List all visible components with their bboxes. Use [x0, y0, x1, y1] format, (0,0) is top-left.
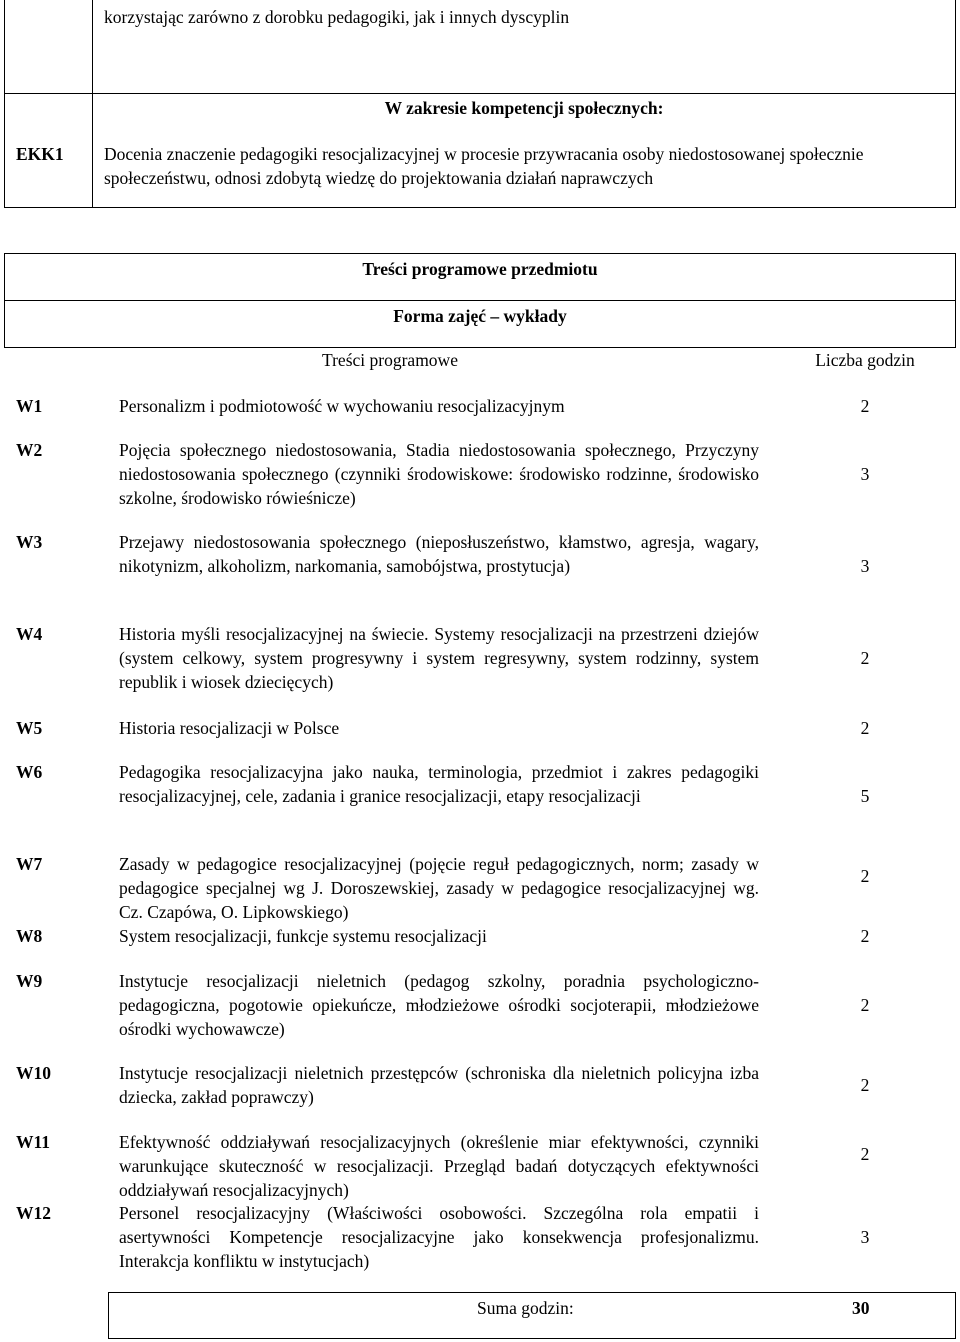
row-code: W3 — [16, 532, 43, 552]
row-code: W4 — [16, 624, 43, 644]
row-hours: 3 — [860, 464, 870, 484]
sum-value: 30 — [852, 1298, 870, 1318]
table-border — [108, 1338, 956, 1339]
row-code: W1 — [16, 396, 43, 416]
row-text: Instytucje resocjalizacji nieletnich (pedagog szkolny, poradnia psychologiczno-pedagogiczna, pogotowie opiekuńcze, młodzieżowe ośrodki socjoterapii, młodzieżowe ośrodki wychowawcze) — [119, 971, 759, 1039]
row-text: Efektywność oddziaływań resocjalizacyjnych (określenie miar efektywności, czynniki warunkujące skuteczność w resocjalizacji. Przegląd badań dotyczących efektywności oddziaływań resocjalizacyjnych) — [119, 1132, 759, 1200]
content-title: Treści programowe przedmiotu — [362, 259, 598, 279]
row-code: W12 — [16, 1203, 51, 1223]
row-text: System resocjalizacji, funkcje systemu resocjalizacji — [119, 926, 487, 946]
row-text: Historia resocjalizacji w Polsce — [119, 718, 340, 738]
table-border — [108, 1292, 956, 1293]
column-header-hours: Liczba godzin — [815, 350, 915, 370]
row-hours: 2 — [860, 866, 870, 886]
table-border — [4, 253, 956, 254]
table-border — [4, 93, 956, 94]
column-header-content: Treści programowe — [322, 350, 458, 370]
row-text: Instytucje resocjalizacji nieletnich przestępców (schroniska dla nieletnich policyjna izba dziecka, zakład poprawczy) — [119, 1063, 759, 1107]
row-code: W5 — [16, 718, 43, 738]
table-border — [4, 207, 956, 208]
row-hours: 2 — [860, 396, 870, 416]
row-hours: 3 — [860, 1227, 870, 1247]
row-hours: 2 — [860, 1075, 870, 1095]
row-hours: 5 — [860, 786, 870, 806]
row-code: W10 — [16, 1063, 51, 1083]
row-hours: 2 — [860, 718, 870, 738]
row-hours: 2 — [860, 1144, 870, 1164]
table-border — [4, 0, 5, 208]
row-code: W2 — [16, 440, 43, 460]
ekk-text: Docenia znaczenie pedagogiki resocjalizacyjnej w procesie przywracania osoby niedostosowanej społecznie społeczeństwu, odnosi zdobytą wiedzę do projektowania działań naprawczych — [104, 144, 864, 188]
row-text: Historia myśli resocjalizacyjnej na świecie. Systemy resocjalizacji na przestrzeni dziejów (system celkowy, system progresywny i system regresywny, system rodzinny, system republik i wiosek dziecięcych) — [119, 624, 759, 692]
row-code: W9 — [16, 971, 43, 991]
row-text: Zasady w pedagogice resocjalizacyjnej (pojęcie reguł pedagogicznych, norm; zasady w pedagogice specjalnej wg J. Doroszewskiej, zasady w pedagogice resocjalizacyjnej wg. Cz. Czapówa, O. Lipkowskiego) — [119, 854, 759, 922]
table-border — [4, 300, 956, 301]
sum-label: Suma godzin: — [477, 1298, 574, 1318]
row-hours: 2 — [860, 926, 870, 946]
row-code: W11 — [16, 1132, 51, 1152]
ekk-code: EKK1 — [16, 144, 64, 164]
table-border — [955, 0, 956, 208]
form-label: Forma zajęć – wykłady — [393, 306, 567, 326]
continuation-text: korzystając zarówno z dorobku pedagogiki, jak i innych dyscyplin — [104, 7, 570, 27]
row-text: Pojęcia społecznego niedostosowania, Stadia niedostosowania społecznego, Przyczyny niedostosowania społecznego (czynniki środowiskowe: środowisko rodzinne, środowisko szkolne, środowisko rówieśnicze) — [119, 440, 759, 508]
row-code: W6 — [16, 762, 43, 782]
competence-header: W zakresie kompetencji społecznych: — [384, 98, 664, 118]
table-border — [108, 1292, 109, 1339]
row-hours: 2 — [860, 648, 870, 668]
row-hours: 2 — [860, 995, 870, 1015]
row-text: Przejawy niedostosowania społecznego (nieposłuszeństwo, kłamstwo, agresja, wagary, nikotynizm, alkoholizm, narkomania, samobójstwa, prostytucja) — [119, 532, 759, 576]
row-text: Personel resocjalizacyjny (Właściwości osobowości. Szczególna rola empatii i asertywności Kompetencje resocjalizacyjne jako konsekwencja profesjonalizmu. Interakcja konfliktu w instytucjach) — [119, 1203, 759, 1271]
row-code: W8 — [16, 926, 43, 946]
row-hours: 3 — [860, 556, 870, 576]
row-code: W7 — [16, 854, 43, 874]
row-text: Pedagogika resocjalizacyjna jako nauka, terminologia, przedmiot i zakres pedagogiki resocjalizacyjnej, cele, zadania i granice resocjalizacji, etapy resocjalizacji — [119, 762, 759, 806]
table-border — [955, 1292, 956, 1339]
row-text: Personalizm i podmiotowość w wychowaniu resocjalizacyjnym — [119, 396, 565, 416]
